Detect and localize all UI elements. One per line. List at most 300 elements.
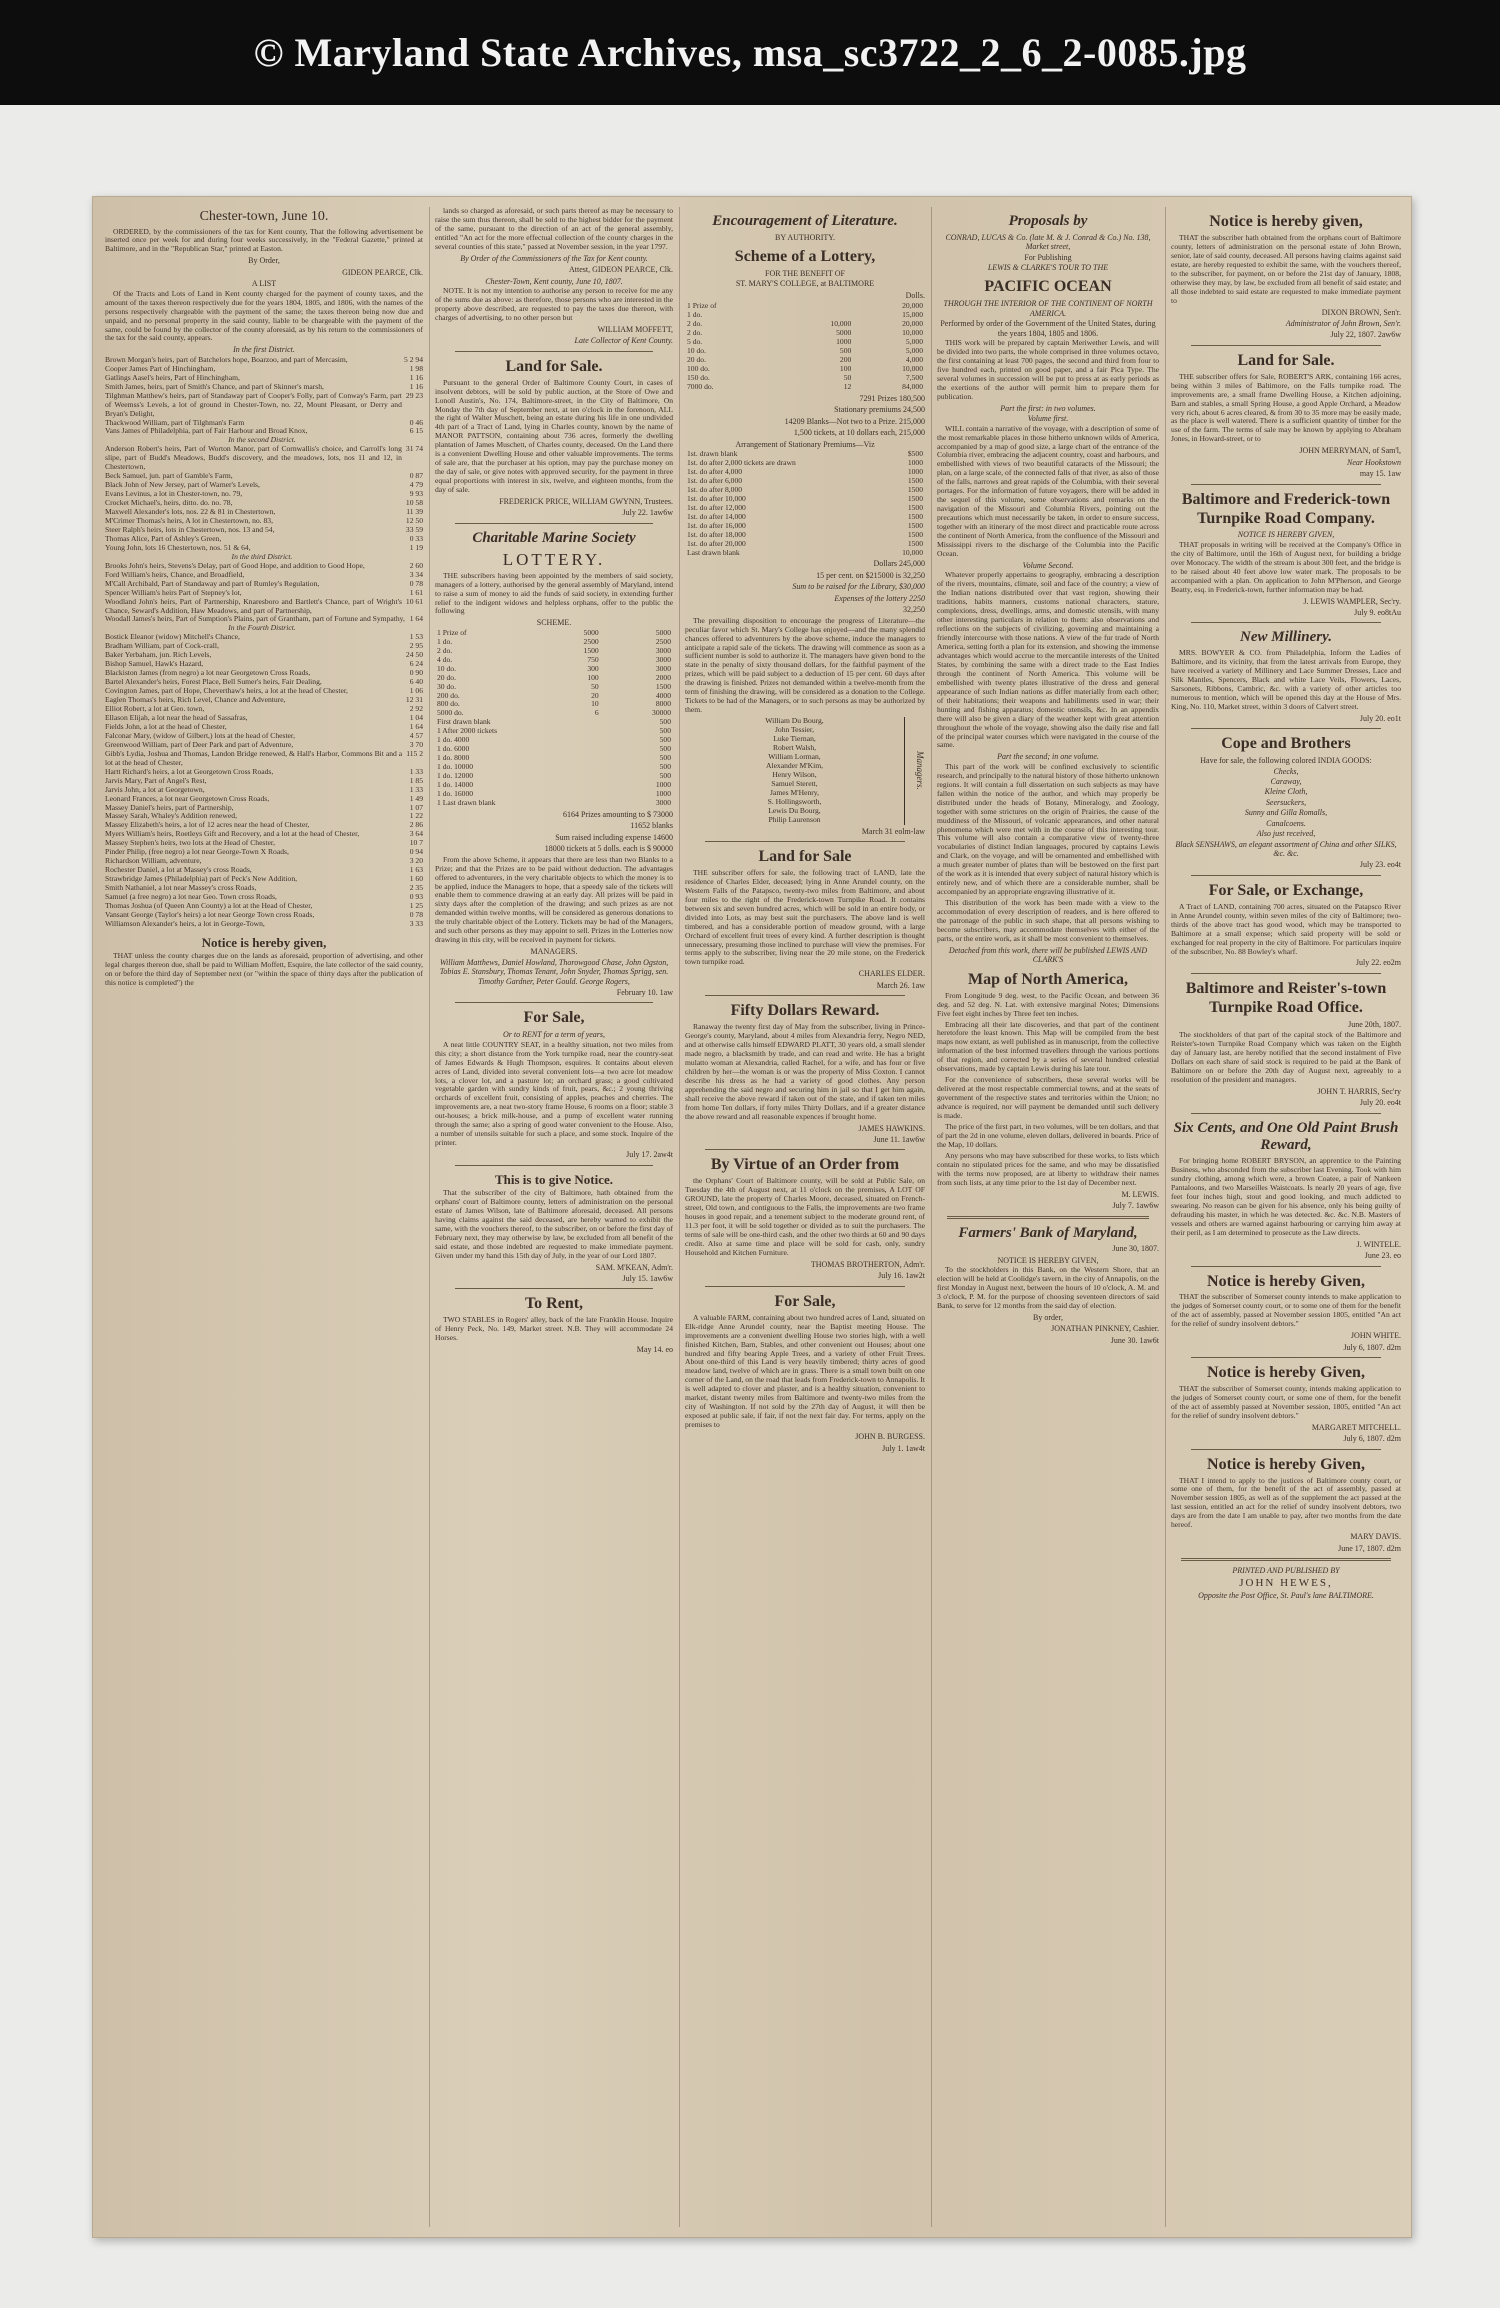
- tax-entry-text: Pinder Philip, (free negro) a lot near George-Town X Roads,: [105, 847, 289, 857]
- table-cell: 84,000: [902, 381, 923, 391]
- notice-text: THAT I intend to apply to the justices of Baltimore county court, or some one of them, for the benefit of the act of assembly, passed at November session 1805, as well as of the supplement the act passed at the last session, entitled an act for the relief of sundry insolvent debtors, two days are from the date I am unable to pay, after two months from the date hereof.: [1171, 1475, 1401, 1530]
- table-cell: 2 do.: [687, 328, 703, 338]
- prizes-line: 6164 Prizes amounting to $ 73000: [563, 809, 673, 819]
- tax-entry-amount: 1 61: [409, 587, 423, 597]
- notice-signature: DIXON BROWN, Sen'r.: [1321, 307, 1401, 317]
- detached-line: Detached from this work, there will be published LEWIS AND CLARK'S: [948, 945, 1148, 965]
- collector-signature: WILLIAM MOFFETT,: [597, 324, 673, 334]
- tax-entry-text: Leonard Frances, a lot near Georgetown Cross Roads,: [105, 793, 270, 803]
- ad-text: The stockholders of that part of the capital stock of the Baltimore and Reister's-town Turnpike Road Company which was taken on the Eighth day of January last, are hereby notified that the second instalment of Five Dollars on each share of said stock is required to be paid at the Bank of Baltimore on or before the 20th day of August next, agreeably to a resolution of the president and managers.: [1171, 1030, 1401, 1084]
- goods-item: Black SENSHAWS, an elegant assortment of China and other SILKS, &c. &c.: [1175, 839, 1397, 859]
- notice-signature: MARGARET MITCHELL.: [1311, 1422, 1401, 1432]
- manager-name: Alexander M'Kim,: [765, 760, 824, 770]
- tax-entry-amount: 1 64: [409, 721, 423, 731]
- goods-item: Seersuckers,: [1265, 797, 1307, 807]
- ad-signature: J. WINTELE.: [1356, 1239, 1401, 1249]
- tax-entry-amount: 3 70: [409, 739, 423, 749]
- tax-entry-text: Bishop Samuel, Hawk's Hazard,: [105, 659, 204, 669]
- tax-entry-amount: 2 86: [409, 820, 423, 830]
- ad-heading: By Virtue of an Order from: [710, 1156, 900, 1174]
- tax-entry-amount: 1 98: [409, 363, 423, 373]
- table-cell: 3000: [655, 797, 671, 807]
- table-cell: 1 Prize of: [687, 301, 717, 311]
- ad-heading: Proposals by: [1008, 213, 1088, 229]
- lottery-heading: Charitable Marine Society: [472, 529, 636, 546]
- stationary-premiums: Stationary premiums 24,500: [834, 405, 925, 415]
- ad-date: July 23. eo4t: [1359, 860, 1401, 870]
- ad-date: July 20. eo4t: [1359, 1098, 1401, 1108]
- tax-entry-amount: 5 2 94: [404, 354, 423, 364]
- tickets-line: 18000 tickets at 5 dolls. each is $ 90000: [544, 844, 673, 854]
- manager-name: William Lorman,: [768, 751, 821, 761]
- tax-entry-amount: 10 58: [405, 498, 423, 508]
- tax-entry-amount: 1 49: [409, 793, 423, 803]
- tax-entry-text: Strawbridge James (Philadelphia) part of Peck's New Addition,: [105, 874, 298, 884]
- tax-entry-text: Bartel Alexander's heirs, Forest Place, Bell Sumer's heirs, Fair Dealing,: [105, 677, 322, 687]
- tax-entry-text: Ellason Elijah, a lot near the head of Sassafras,: [105, 712, 248, 722]
- tax-entry-amount: 3 34: [409, 569, 423, 579]
- district-heading: In the first District.: [233, 345, 295, 355]
- managers-list: [685, 717, 904, 824]
- table-cell: 200: [839, 355, 852, 365]
- table-cell: 1500: [655, 681, 671, 691]
- table-cell: 1st. drawn blank: [687, 449, 738, 459]
- tax-entry-text: Maxwell Alexander's lots, nos. 22 & 81 in Chestertown,: [105, 507, 276, 517]
- bank-notice: NOTICE IS HEREBY GIVEN,: [997, 1255, 1099, 1265]
- college-name: ST. MARY'S COLLEGE, at BALTIMORE: [735, 279, 875, 289]
- manager-name: William Du Bourg,: [765, 716, 824, 726]
- tax-entry-amount: 31 74: [405, 444, 423, 454]
- goods-item: Also just received,: [1256, 829, 1316, 839]
- table-row: [685, 347, 925, 356]
- ad-date: July 7. 1aw6w: [1112, 1201, 1159, 1211]
- table-cell: 20 do.: [437, 672, 456, 682]
- table-row: [685, 302, 925, 311]
- tax-entry-text: Greenwood William, part of Deer Park and part of Adventure,: [105, 739, 294, 749]
- table-cell: 20 do.: [687, 355, 706, 365]
- ad-text: Whatever properly appertains to geography, embracing a description of the rivers, mountains, climate, soil and face of the country; a view of the Indian nations distributed over that vast region, showing their traditions, habits manners, customs national characters, stature, complexions, dress, dwellings, arms, and domestic utensils, with many other interesting particulars in relation to them: also observations and reflections on the subjects of civilizing, governing and maintaining a friendly intercourse with those nations. A view of the fur trade of North America, setting forth a plan for its extension, and showing the immense advantages which would accrue to the mercantile interests of the United States, by combining the same with a direct trade to the East Indies through the continent of North America. This volume will be embellished with twenty plates illustrative of the dress and general appearance of such Indian nations as differ materially from each other; of their habitations; their weapons and habiliments used in war; their hunting and fishing apparatus; domestic utensils, &c. In an appendix there will also be given a diary of the weather kept with great attention throughout the whole of the voyage, showing also the daily rise and fall of the principal water courses which were navigated in the course of the same.: [937, 570, 1159, 750]
- ad-heading: For Sale, or Exchange,: [1208, 881, 1364, 899]
- tax-entry-amount: 0 90: [409, 668, 423, 678]
- tax-entry-amount: 3 20: [409, 856, 423, 866]
- stationary-table: [685, 450, 925, 557]
- ad-signature: M. LEWIS.: [1121, 1189, 1159, 1199]
- ad-dateline: June 20th, 1807.: [1348, 1019, 1401, 1029]
- divider: [1191, 973, 1381, 974]
- tax-entry-text: Williamson Alexander's heirs, a lot in George-Town,: [105, 918, 265, 928]
- lottery-text: The prevailing disposition to encourage the progress of Literature—the peculiar favor which St. Mary's College has enjoyed—and the many splendid chances offered to adventurers by the above scheme, induce the managers to anticipate a rapid sale of the tickets. The drawing will commence as soon as a sufficient number is sold to authorize it. The managers have given bond to the state in the penalty of sixty thousand dollars, for the faithful payment of the prizes, which will be paid subject to a deduction of 15 per cent. 60 days after the drawing is finished. Prizes not demanded within a twelve-month from the term of finishing the drawing, will be considered as a donation to the College. Tickets to be had of the Managers, or to such persons as may be authorized by them.: [685, 615, 925, 715]
- drawn-table: [435, 718, 673, 808]
- table-cell: 3000: [655, 654, 671, 664]
- printer-address: Opposite the Post Office, St. Paul's lane BALTIMORE.: [1198, 1590, 1374, 1600]
- managers-list: William Matthews, Daniel Howland, Thorowgood Chase, John Ogston, Tobias E. Stansbury, Thomas Tenant, John Snyder, Thomas Sprigg, sen. Timothy Gardner, Peter Gould. George Rogers,: [439, 957, 669, 986]
- divider: [1191, 484, 1381, 485]
- table-cell: 100: [587, 672, 599, 682]
- authority: BY AUTHORITY.: [774, 232, 835, 242]
- table-cell: 10,000: [902, 363, 923, 373]
- table-cell: 4 do.: [437, 654, 453, 664]
- table-cell: 1500: [907, 493, 923, 503]
- tax-entry-text: Thomas Joshua (of Queen Ann County) a lot at the Head of Chester,: [105, 900, 313, 910]
- publisher: CONRAD, LUCAS & Co. (late M. & J. Conrad & Co.) No. 138, Market street,: [945, 232, 1151, 252]
- tax-entry-amount: 0 78: [409, 578, 423, 588]
- table-row: [435, 638, 673, 647]
- tickets-line: 1,500 tickets, at 10 dollars each, 215,000: [793, 428, 925, 438]
- column-5: [1171, 207, 1401, 2227]
- goods-list: [1171, 767, 1401, 859]
- ad-text: the Orphans' Court of Baltimore county, will be sold at Public Sale, on Tuesday the 4th of August next, at 11 o'clock on the premises, A LOT OF GROUND, late the property of Charles Moore, deceased, situated on French-street, Old town, and contiguous to the Falls, the improvements are two frame houses in good repair, and a tenement subject to the moderate ground rent, of 11.3 per foot, it will be sold together or divided as to suit the purchasers. The terms of sale will be one-third cash, and the other two thirds at 60 and 90 days credit. Also at same time and place will be sold for cash, only, sundry Household and Kitchen Furniture.: [685, 1176, 925, 1257]
- tax-entry-text: M'Call Archibald, Part of Standaway and part of Rumley's Regulation,: [105, 578, 320, 588]
- table-cell: 1500: [583, 645, 599, 655]
- table-cell: 1st. do after 10,000: [687, 493, 746, 503]
- table-cell: 1 do. 6000: [437, 744, 470, 754]
- ad-text: Ranaway the twenty first day of May from the subscriber, living in Prince-George's county, Maryland, about 4 miles from Alexandria ferry, Negro NED, and at otherwise calls himself EDWARD PLATT, 30 years old, a small slender made negro, a blacksmith by trade, and can read and write. He has a bright mulatto woman at Alexandria, called Rachel, for a wife, and has four or five children by her—the woman is or was the property of Miss Coxton. I cannot describe his dress as he had a variety of good clothes. Any person apprehending the said negro and securing him in jail so that I get him again, shall receive the above reward if taken out of the state, and if taken ten miles from home Ten dollars, if forty miles Thirty Dollars, and if a greater distance the above reward and all reasonable expences if brought home.: [685, 1022, 925, 1121]
- clerk-signature: GIDEON PEARCE, Clk.: [342, 267, 423, 277]
- notice-date: July 6, 1807. d2m: [1343, 1342, 1401, 1352]
- ad-text: For the convenience of subscribers, these several works will be delivered at the most respectable commercial towns, and at the seats of government of the respective states and territories within the Union; no advance is required, nor will payment be demanded until such delivery is made.: [937, 1075, 1159, 1121]
- ad-text: Pursuant to the general Order of Baltimore County Court, in cases of insolvent debtors, will be sold by public auction, at the Store of Owe and Lonoll Austin's, No. 174, Baltimore-street, in the City of Baltimore, On Monday the 7th day of September next, at ten o'clock in the forenoon, ALL the right of Walter Muschett, being an estate during his life in one undivided 4th part of a Tract of Land, lying in Charles county, known by the name of MANOR PATTSON, containing about 736 acres, formerly the dwelling plantation of James Muschett, of Charles county, deceased. On the Land there is a convenient Dwelling House and other valuable improvements. The terms of sale are, that the purchaser at his option, may pay the purchase money on the day of sale, or give notes with approved security, for the payment in three equal proportions with interest in six, twelve, and eighteen months, from the day of sale.: [435, 377, 673, 495]
- divider: [705, 1286, 905, 1287]
- blanks-line: 14209 Blanks—Not two to a Prize. 215,000: [784, 416, 925, 426]
- tax-entry-text: Vansant George (Taylor's heirs) a lot near George Town cross Roads,: [105, 909, 315, 919]
- table-row: [685, 311, 925, 320]
- tax-entry-text: Tilghman Matthew's heirs, part of Standaway part of Cooper's Folly, part of Conway's Farm, part of Weemss's Levels, a lot of ground in Chester-Town, no. 22, Mount Pleasant, or Derry and Bryan's Delight,: [105, 390, 402, 418]
- tax-entry-text: Gatlings Aasel's heirs, Part of Hinchingham,: [105, 372, 240, 382]
- tax-entry: [105, 920, 423, 929]
- divider: [1191, 728, 1381, 729]
- notice-subline: Administrator of John Brown, Sen'r.: [1285, 318, 1401, 328]
- tax-entry-text: Covington James, part of Hope, Cheverthaw's heirs, a lot at the head of Chester,: [105, 686, 348, 696]
- table-cell: 1000: [907, 457, 923, 467]
- scheme-heading: Scheme of a Lottery,: [734, 248, 876, 266]
- table-row: [435, 665, 673, 674]
- volume-heading: Volume first.: [1027, 414, 1069, 424]
- tax-entry-text: Evans Levinus, a lot in Chester-town, no. 79,: [105, 489, 243, 499]
- ad-date: July 1. 1aw4t: [882, 1443, 925, 1453]
- table-cell: 4000: [655, 690, 671, 700]
- tax-entry-amount: 3 64: [409, 829, 423, 839]
- ad-subheading: NOTICE IS HEREBY GIVEN,: [1237, 530, 1335, 540]
- tax-entry-amount: 12 31: [405, 695, 423, 705]
- table-row: [435, 683, 673, 692]
- ad-text: THIS work will be prepared by captain Meriwether Lewis, and will be divided into two parts, the whole comprised in three volumes octavo, the first containing at least 700 pages, the second and third from four to five hundred each, printed on good paper, and a fair Pica Type. The several volumes in succession will be put to press at as early periods as the exertions of the author will permit him to prepare them for publication.: [937, 338, 1159, 401]
- table-cell: 2 do.: [437, 645, 453, 655]
- ad-heading: Baltimore and Reister's-town Turnpike Road Office.: [1185, 979, 1387, 1016]
- manager-name: John Tessier,: [774, 725, 815, 735]
- tax-entry-amount: 11 39: [406, 507, 423, 517]
- ad-subheading: Or to RENT for a term of years,: [502, 1030, 606, 1040]
- ad-signature: JAMES HAWKINS.: [858, 1123, 925, 1133]
- divider: [947, 1216, 1149, 1219]
- tax-entry-text: Ford William's heirs, Chance, and Broadfield,: [105, 569, 245, 579]
- table-cell: 1 do. 16000: [437, 789, 474, 798]
- table-cell: 1st. do after 14,000: [687, 511, 746, 521]
- tax-entry-amount: 6 15: [409, 426, 423, 436]
- table-cell: 1 do. 12000: [437, 771, 474, 781]
- ad-text: WILL contain a narrative of the voyage, with a description of some of the most remarkable places in those hitherto unknown wilds of America, accompanied by a map of good size, a large chart of the entrance of the Columbia river, embracing the adjacent country, coast and harbours, and embellished with views of two beautiful cataracts of the Missouri; the plan, on a large scale, of the connected falls of that river, as also of those of the falls, narrows and great rapids of the Columbia, with their several portages. For the information of future voyagers, there will be added in the sequel of this volume, some observations and remarks on the navigation of the Missouri and Columbia Rivers, pointing out the precautions which must necessarily be taken, in order to ensure success, together with an itinerary of the most direct and practicable route across the continent of North America, from the confluence of the Missouri and Mississippi rivers to the discharge of the Columbia into the Pacific Ocean.: [937, 423, 1159, 558]
- notice-date: July 22, 1807. 2aw6w: [1330, 330, 1401, 340]
- dollars-label: Dolls.: [905, 290, 925, 300]
- ad-heading: New Millinery.: [1240, 629, 1332, 646]
- tax-entry-text: In the second District.: [228, 435, 296, 445]
- table-row: [685, 383, 925, 392]
- tax-entry-amount: 1 06: [409, 686, 423, 696]
- table-cell: 50: [591, 681, 599, 691]
- table-cell: 20,000: [902, 301, 923, 311]
- part-heading: Part the second; in one volume.: [997, 752, 1099, 762]
- tax-entry-amount: 0 78: [409, 909, 423, 919]
- divider: [1191, 875, 1381, 876]
- divider: [705, 841, 905, 842]
- bank-heading: Farmers' Bank of Maryland,: [958, 1224, 1138, 1241]
- table-cell: 5000 do.: [437, 708, 464, 718]
- tax-entry-text: Smith James, heirs, part of Smith's Chance, and part of Skinner's marsh,: [105, 381, 324, 391]
- ad-date: may 15. 1aw: [1359, 469, 1401, 479]
- archive-title: © Maryland State Archives, msa_sc3722_2_6_2-0085.jpg: [253, 30, 1247, 75]
- manager-name: Robert Walsh,: [772, 743, 817, 752]
- manager-name: Lewis Du Bourg,: [768, 805, 821, 815]
- ad-heading: Six Cents, and One Old Paint Brush Reward,: [1173, 1119, 1399, 1154]
- ad-heading: Baltimore and Frederick-town Turnpike Road Company.: [1181, 490, 1391, 527]
- tax-entry-amount: 4 79: [409, 480, 423, 490]
- for-publishing: For Publishing: [1024, 252, 1072, 262]
- table-cell: 1 do. 4000: [437, 735, 470, 745]
- tax-list: [105, 356, 423, 929]
- tax-notice-continued: lands so charged as aforesaid, or such parts thereof as may be necessary to raise the sum thus thereon, shall be sold to the highest bidder for the payment of the same, pursuant to the direction of an act of the general assembly, entitled "An act for the more effectual collection of the county charges in the several counties of this state," passed at November session, in the year 1797.: [435, 207, 673, 251]
- ad-date: July 17. 2aw4t: [626, 1150, 673, 1160]
- ad-date: July 22. 1aw6w: [622, 508, 673, 518]
- tax-entry-text: In the third District.: [231, 551, 293, 561]
- table-row: [685, 320, 925, 329]
- divider: [1191, 1266, 1381, 1267]
- table-row: [685, 549, 925, 558]
- tax-entry-amount: 6 24: [409, 659, 423, 669]
- tax-entry-amount: 1 19: [409, 542, 423, 552]
- tax-entry-text: Massey Daniel's heirs, part of Partnership,: [105, 802, 234, 812]
- ad-heading: For Sale,: [523, 1009, 585, 1027]
- table-row: [685, 356, 925, 365]
- column-2: [435, 207, 673, 2227]
- tax-entry: [105, 750, 423, 768]
- notice-date: June 17, 1807. d2m: [1338, 1543, 1401, 1553]
- map-heading: Map of North America,: [968, 970, 1128, 988]
- ocean-title: PACIFIC OCEAN: [984, 278, 1112, 296]
- lottery-title: LOTTERY.: [502, 549, 606, 569]
- table-cell: 2000: [655, 672, 671, 682]
- tax-entry-amount: 3 33: [409, 918, 423, 928]
- tax-entry: [105, 598, 423, 616]
- tax-entry-amount: 0 33: [409, 533, 423, 543]
- table-cell: 5,000: [905, 346, 923, 356]
- tax-entry-amount: 10 61: [405, 596, 423, 606]
- goods-item: Canalcoens.: [1266, 818, 1306, 828]
- tax-entry-amount: 0 46: [409, 417, 423, 427]
- notice-heading: Notice is hereby Given,: [1207, 1272, 1365, 1290]
- table-cell: 750: [587, 654, 599, 664]
- table-cell: 10 do.: [687, 346, 706, 356]
- tax-entry-amount: 1 16: [409, 372, 423, 382]
- tax-entry-text: Vans James of Philadelphia, part of Fair Harbour and Broad Knox,: [105, 426, 308, 436]
- table-cell: 1 After 2000 tickets: [437, 726, 498, 736]
- bank-date: June 30, 1807.: [1112, 1244, 1159, 1254]
- divider: [705, 1149, 905, 1150]
- divider: [705, 995, 905, 996]
- manager-name: James M'Henry,: [770, 787, 819, 797]
- by-order: By Order,: [248, 256, 280, 266]
- ad-date: May 14. eo: [636, 1345, 673, 1355]
- managers-heading: MANAGERS.: [530, 947, 578, 957]
- tax-entry-text: Fields John, a lot at the head of Chester,: [105, 721, 227, 731]
- by-order: By order,: [1033, 1312, 1063, 1322]
- goods-item: Sunny and Gilla Romalls,: [1244, 808, 1328, 818]
- table-row: [435, 799, 673, 808]
- table-row: [435, 629, 673, 638]
- table-cell: Last drawn blank: [687, 547, 740, 557]
- table-row: [685, 365, 925, 374]
- tax-entry-amount: 0 93: [409, 892, 423, 902]
- table-cell: First drawn blank: [437, 717, 491, 727]
- table-cell: 1000: [655, 789, 671, 798]
- table-cell: 1st. do after 6,000: [687, 475, 743, 485]
- table-cell: 2 do.: [687, 319, 703, 329]
- table-cell: 2500: [583, 636, 599, 646]
- ad-text: This part of the work will be confined exclusively to scientific research, and principally to the natural history of those hitherto unknown regions. It will contain a full dissertation on such subjects as may have fallen within the notice of the author, and which may properly be distributed under the heads of Botany, Mineralogy, and Zoology, together with some strictures on the origin of Prairies, the cause of the muddiness of the Missouri, of volcanic appearances, and other natural phenomena which were met with in the course of this interesting tour. This volume will also contain a comparative view of twenty-three vocabularies of distinct Indian languages, procured by captains Lewis and Clark, on the voyage, and will be ornamented and embellished with a much greater number of plates than will be bestowed on the first part of the work as it is intended that every subject of natural history which is entirely new, and of which there are a considerable number, shall be accompanied by an appropriate engraving illustrative of it.: [937, 761, 1159, 897]
- tax-entry-text: Massey Stephen's heirs, two lots at the Head of Chester,: [105, 838, 275, 848]
- tour-title: LEWIS & CLARKE'S TOUR TO THE: [987, 263, 1109, 272]
- table-row: [435, 674, 673, 683]
- blanks-line: 11652 blanks: [630, 821, 673, 831]
- ad-heading: Cope and Brothers: [1221, 735, 1351, 753]
- list-heading: A LIST: [251, 279, 277, 289]
- tax-entry-text: Jarvis John, a lot at Georgetown,: [105, 784, 205, 794]
- notice-text: THAT unless the county charges due on the lands as aforesaid, proportion of advertising, and other legal charges thereon due, shall be paid to William Moffett, Esquire, the late collector of the said county, on or before the third day of September next (or "within the space of thirty days after the publication of this notice is completed") the: [105, 951, 423, 988]
- ad-signature: SAM. M'KEAN, Adm'r.: [595, 1262, 673, 1272]
- for-benefit: FOR THE BENEFIT OF: [765, 269, 845, 278]
- table-cell: 5000: [836, 328, 852, 338]
- ad-text: For bringing home ROBERT BRYSON, an apprentice to the Painting Business, who absconded from the subscriber last Evening. Took with him sundry clothing, among which were, a brown Coatee, a pair of Nankeen Pantaloons, and two Marseilles Waistcoats. Is nearly 20 years of age, five feet four inches high, stout and good looking, and much addicted to swearing. No reason can be given for his absence, only his being guilty of defrauding his master, in which he was detected. &c. &c. N.B. Masters of vessels and others are warned against harbouring or carrying him away at their peril, as I am determined to prosecute as the Law directs.: [1171, 1156, 1401, 1237]
- ad-signature: FREDERICK PRICE, WILLIAM GWYNN, Trustees.: [499, 497, 673, 507]
- ad-signature: JOHN MERRYMAN, of Sam'l,: [1299, 446, 1401, 456]
- tax-entry-text: Richardson William, adventure,: [105, 856, 202, 866]
- ad-text: TWO STABLES in Rogers' alley, back of the late Franklin House. Inquire of Henry Peck, No. 149, Market street. N.B. They will accommodate 24 Horses.: [435, 1315, 673, 1343]
- tax-entry-text: Thomas Alice, Part of Ashley's Green,: [105, 533, 222, 543]
- notice-heading: Notice is hereby Given,: [1207, 1455, 1365, 1473]
- sum-line: Sum raised including expense 14600: [555, 832, 673, 842]
- ad-text: A valuable FARM, containing about two hundred acres of Land, situated on Elk-ridge Anne Arundel county, near the Baptist meeting House. The improvements are a convenient dwelling House two stories high, with a well finished Kitchen, Barn, Stables, and other convenient out Houses; about one hundred and fifty bearing Apple Trees, and a variety of other Fruit Trees. About one-third of this Land is very heavily timbered; thirty acres of good meadow land, twelve of which are in grass. There is a small town built on one corner of the Land, on the road that leads from Frederick-town to Annapolis. It is well adapted to clover and plaster, and is a healthy situation, convenient to market, distant twenty miles from Baltimore and twenty-two miles from the city of Washington. If not sold by the 27th day of August, it will then be exposed at public sale, if fair, if not the next fair day. For terms, apply on the premises to: [685, 1312, 925, 1430]
- tax-notice: ORDERED, by the commissioners of the tax for Kent county, That the following advertisement be inserted once per week for and during four weeks successively, in the "Federal Gazette," printed at Baltimore, and in the "Republican Star," printed at Easton.: [105, 226, 423, 254]
- attest: Attest, GIDEON PEARCE, Clk.: [569, 265, 673, 275]
- tax-entry-text: Massey Elizabeth's heirs, a lot of 12 acres near the head of Chester,: [105, 820, 310, 830]
- newspaper-page: [92, 196, 1412, 2238]
- ad-text: That the subscriber of the city of Baltimore, hath obtained from the orphans' court of Baltimore county, letters of administration on the personal estate of James Wilson, late of Baltimore aforesaid, deceased. All persons having claims against the said deceased, are hereby warned to exhibit the same, with the vouchers thereof, to the subscriber, on or before the first day of February next, they may otherwise by law, be excluded from all benefit of the said estate, and those indebted are requested to make immediate payment. Given under my hand this 15th day of July, in the year of our Lord 1807.: [435, 1187, 673, 1260]
- ad-text: THE subscriber offers for sale, the following tract of LAND, late the residence of Charles Elder, deceased; lying in Anne Arundel county, on the Western Falls of the Patapsco, twenty-two miles from Baltimore, and about four miles to the right of the Frederick-town Turnpike Road. It contains between six and seven hundred acres, which will be sold in an entire body, or divided into Lots, as may best suit the purchasers. The above land is well timbered, and has a considerable portion of meadow ground, with a large Orchard of excellent fruit trees of every kind. A further description is thought unnecessary, presuming those inclined to purchase will view the premises. For terms apply to the subscriber, living near the 20 mile stone, on the Frederick town turnpike road.: [685, 867, 925, 967]
- table-cell: 5 do.: [687, 337, 703, 347]
- tax-entry-amount: 24 50: [405, 650, 423, 660]
- tax-entry-amount: 1 64: [409, 614, 423, 624]
- ad-text: Any persons who may have subscribed for these works, to lists which contain no stipulated prices for the same, and who may be dissatisfied with the terms now proposed, are at liberty to withdraw their names from such lists, at any time prior to the 1st day of December next.: [937, 1150, 1159, 1187]
- tax-entry-amount: 1 07: [409, 802, 423, 812]
- tax-entry-text: Hartt Richard's heirs, a lot at Georgetown Cross Roads,: [105, 766, 274, 776]
- tax-entry-text: Bradham William, part of Cock-crall,: [105, 641, 219, 651]
- notice-text: THAT the subscriber of Somerset county intends to make application to the judges of Somerset county court, or to some one of them for the benefit of the act of assembly, passed at November session 1805, entitled "An act for the relief of sundry insolvent debtors.": [1171, 1292, 1401, 1329]
- table-cell: $500: [907, 449, 923, 459]
- table-cell: 500: [659, 744, 671, 754]
- table-cell: 1500: [907, 538, 923, 548]
- table-row: [435, 745, 673, 754]
- managers-date: February 10. 1aw: [616, 987, 673, 997]
- printer-name: JOHN HEWES,: [1239, 1576, 1333, 1589]
- table-cell: 1st. do after 16,000: [687, 520, 746, 530]
- table-cell: 500: [839, 346, 852, 356]
- column-divider: [679, 207, 680, 2227]
- goods-item: Caraway,: [1270, 776, 1302, 786]
- tax-entry-text: Samuel (a free negro) a lot near Geo. Town cross Roads,: [105, 892, 277, 902]
- column-3: [685, 207, 925, 2227]
- tax-entry-amount: 6 40: [409, 677, 423, 687]
- tax-entry-text: Massey Sarah, Whaley's Addition renewed,: [105, 811, 237, 821]
- table-row: [435, 700, 673, 709]
- scheme-heading: SCHEME.: [536, 618, 572, 628]
- tax-entry-text: Myers William's heirs, Roetleys Gift and Recovery, and a lot at the head of Chester,: [105, 829, 360, 839]
- table-cell: 500: [659, 717, 671, 727]
- tax-entry-text: In the Fourth District.: [228, 623, 296, 633]
- table-cell: 100: [839, 363, 852, 373]
- ad-date: July 9. eo8tAu: [1354, 607, 1401, 617]
- table-cell: 50: [843, 372, 852, 382]
- table-cell: 4,000: [905, 355, 923, 365]
- tax-entry-amount: 1 16: [409, 381, 423, 391]
- ad-heading: Land for Sale.: [505, 357, 603, 375]
- table-cell: 1st. do after 8,000: [687, 484, 743, 494]
- table-row: [685, 338, 925, 347]
- tax-entry-text: Thackwood William, part of Tilghman's Farm: [105, 417, 245, 427]
- divider: [455, 351, 653, 352]
- column-divider: [931, 207, 932, 2227]
- tax-entry-amount: 1 22: [409, 811, 423, 821]
- column-4: [937, 207, 1159, 2227]
- table-row: [435, 656, 673, 665]
- table-cell: 1st. do after 4,000: [687, 466, 743, 476]
- percent-line: 15 per cent. on $215000 is 32,250: [816, 570, 925, 580]
- tax-entry-text: Blackiston James (from negro) a lot near Georgetown Cross Roads,: [105, 668, 311, 678]
- list-intro: Of the Tracts and Lots of Land in Kent county charged for the payment of county taxes, and the amount of the taxes thereon respectively due for the years 1804, 1805, and 1806, with the names of the persons respectively chargeable with the payment of the same; the taxes thereon being now due and unpaid, and no personal property in the said county, liable to be chargeable with the payment of the same, could be found by the collector of the county aforesaid, as by his return to the commissioners of the tax for the said county, appears.: [105, 288, 423, 343]
- manager-name: Luke Tiernan,: [773, 734, 816, 744]
- notice-heading: Notice is hereby given,: [201, 934, 327, 950]
- archive-banner: [0, 0, 1500, 105]
- table-cell: 100 do.: [687, 363, 710, 373]
- table-cell: 500: [659, 726, 671, 736]
- tax-entry-amount: 29 23: [405, 390, 423, 400]
- notice-text: THAT the subscriber hath obtained from the orphans court of Baltimore county, letters of administration on the personal estate of John Brown, senior, late of said county, deceased. All persons having claims against said estate, are hereby requested to exhibit the same, with the vouchers thereof, to the subscriber, for payment, on or before the 21st day of January, 1808, otherwise they may, by law, be excluded from all benefit of said estate; and all those indebted to said estate are requested to make immediate payment to: [1171, 232, 1401, 305]
- table-cell: 200 do.: [437, 690, 460, 700]
- table-cell: 1st. do after 2,000 tickets are drawn: [687, 457, 796, 467]
- ad-text: The price of the first part, in two volumes, will be ten dollars, and that of part the 2d in one volume, eleven dollars, delivered in boards. Price of the Map, 10 dollars.: [937, 1122, 1159, 1149]
- tax-entry-amount: 1 33: [409, 784, 423, 794]
- tax-entry-text: Beck Samuel, jun. part of Gamble's Farm,: [105, 471, 233, 481]
- dateline: Chester-Town, Kent county, June 10, 1807.: [485, 276, 623, 286]
- table-cell: 6: [594, 708, 599, 718]
- tax-entry-amount: 2 60: [409, 560, 423, 570]
- manager-name: Philip Laurenson: [768, 814, 821, 824]
- table-cell: 12: [843, 381, 852, 391]
- table-cell: 1500: [907, 520, 923, 530]
- tax-entry-amount: 9 93: [409, 489, 423, 499]
- table-cell: 1 Last drawn blank: [437, 797, 496, 807]
- table-row: [685, 329, 925, 338]
- table-cell: 8000: [655, 699, 671, 709]
- notice-heading: Notice is hereby given,: [1209, 213, 1363, 230]
- tax-entry-amount: 1 53: [409, 632, 423, 642]
